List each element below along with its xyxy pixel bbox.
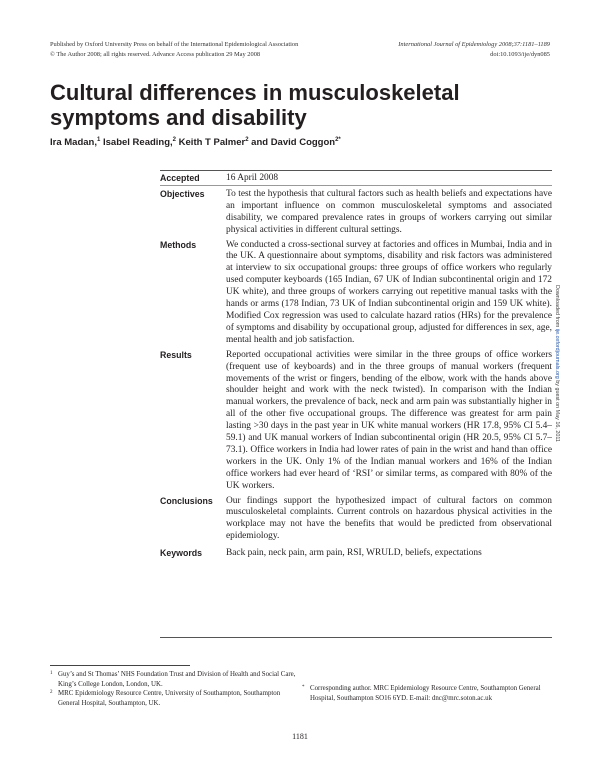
section-text: We conducted a cross-sectional survey at factories and offices in Mumbai, India and in the UK. A questionnaire about symptoms, disability and risk factors was administered at interview to six occupational groups: three groups of office workers who regularly used computer keyboards (165 Indian, 67 UK of Indian subcontinental origin and 172 UK white), and three groups of workers carrying out repetitive manual tasks with the hands or arms (178 Indian, 73 UK of Indian subcontinental origin and 159 UK white). Modified Cox regression was used to calculate hazard ratios (HRs) for the prevalence of symptoms and disability by occupational group, adjusted for differences in sex, age, mental health and job satisfaction. bbox=[226, 239, 552, 345]
journal-citation: International Journal of Epidemiology 2008;37:1181–1189 bbox=[398, 41, 550, 48]
abstract-row-methods bbox=[160, 237, 552, 347]
header-journal bbox=[310, 40, 550, 59]
footnote-number: 2 bbox=[50, 690, 53, 696]
watermark-link[interactable]: ije.oxfordjournals.org bbox=[554, 328, 560, 379]
author-name: and David Coggon bbox=[251, 137, 336, 149]
section-text: 16 April 2008 bbox=[226, 173, 279, 183]
footnote-item bbox=[302, 684, 552, 703]
page-number: 1181 bbox=[292, 732, 308, 741]
section-label: Keywords bbox=[160, 548, 203, 559]
abstract-row-results bbox=[160, 347, 552, 493]
publisher-line: Published by Oxford University Press on behalf of the International Epidemiological Association bbox=[50, 41, 299, 48]
section-text: Our findings support the hypothesized impact of cultural factors on common musculoskeletal complaints. Current controls on hazardous physical activities in the workplace may not have the benefits that would be predicted from observational epidemiology. bbox=[226, 495, 552, 542]
abstract-row-conclusions bbox=[160, 493, 552, 546]
author-affiliation: 2* bbox=[335, 137, 341, 143]
section-text: To test the hypothesis that cultural factors such as health beliefs and expectations have an important influence on common musculoskeletal symptoms and associated disability, we compared prevalence rates in groups of workers carrying out similar physical activities in different cultural settings. bbox=[226, 188, 552, 235]
abstract-row-objectives bbox=[160, 186, 552, 237]
author-list bbox=[50, 137, 550, 148]
abstract-row-accepted bbox=[160, 171, 552, 185]
author-affiliation: 1 bbox=[97, 137, 101, 143]
author-affiliation: 2 bbox=[172, 137, 177, 143]
footnote-item bbox=[50, 689, 302, 708]
footnote-number: * bbox=[302, 685, 305, 690]
doi-line: doi:10.1093/ije/dyn085 bbox=[490, 50, 550, 58]
section-label: Accepted bbox=[160, 173, 200, 183]
section-label: Results bbox=[160, 349, 192, 360]
section-label: Conclusions bbox=[160, 495, 213, 506]
footnote-number: 1 bbox=[50, 671, 53, 676]
section-text: Reported occupational activities were similar in the three groups of office workers (frequent use of keyboards) and in the three groups of manual workers (frequent movements of the wrist or fingers, bending of the elbow, work with the hands above shoulder height and work with the neck twisted). In comparison with the Indian manual workers, the prevalence of back, neck and arm pain was substantially higher in all of the other five occupational groups. The difference was greatest for arm pain lasting >30 days in the past year in UK white manual workers (HR 17.8, 95% CI 5.4–59.1) and UK manual workers of Indian subcontinental origin (HR 20.5, 95% CI 5.7–73.1). Office workers in India had lower rates of pain in the wrist and hand than office workers in the UK. Only 1% of the Indian manual workers and 16% of the Indian office workers had ever heard of ‘RSI’ or similar terms, as compared with 80% of the UK workers. bbox=[226, 349, 552, 491]
watermark-prefix: Downloaded from bbox=[554, 285, 560, 329]
footnote-text: Corresponding author. MRC Epidemiology Resource Centre, Southampton General Hospital, Southampton SO16 6YD. E-mail: dnc@mrc.soton.ac.uk bbox=[310, 685, 541, 702]
copyright-line: © The Author 2008; all rights reserved. Advance Access publication 29 May 2008 bbox=[50, 50, 261, 58]
structured-abstract bbox=[160, 170, 552, 560]
section-label: Methods bbox=[160, 239, 197, 250]
abstract-bottom-rule bbox=[160, 637, 552, 638]
footnotes-affiliations bbox=[50, 670, 302, 709]
footnote-rule bbox=[50, 665, 190, 666]
footnote-corresponding bbox=[302, 684, 552, 703]
footnote-item bbox=[50, 670, 302, 689]
watermark-suffix: by guest on May 16, 2011 bbox=[554, 378, 560, 442]
abstract-row-keywords bbox=[160, 545, 552, 560]
article-title: Cultural differences in musculoskeletal symptoms and disability bbox=[50, 80, 460, 130]
author-name: Keith T Palmer bbox=[178, 137, 246, 149]
download-watermark bbox=[554, 285, 560, 485]
author-affiliation: 2 bbox=[245, 137, 249, 143]
footnote-text: Guy’s and St Thomas’ NHS Foundation Trust and Division of Health and Social Care, King’s College London, London, UK. bbox=[58, 671, 296, 688]
author-name: Isabel Reading, bbox=[102, 137, 173, 149]
section-text: Back pain, neck pain, arm pain, RSI, WRULD, beliefs, expectations bbox=[226, 548, 482, 559]
author-name: Ira Madan, bbox=[50, 137, 97, 149]
footnote-text: MRC Epidemiology Resource Centre, University of Southampton, Southampton General Hospital, Southampton, UK. bbox=[58, 690, 281, 708]
section-label: Objectives bbox=[160, 188, 205, 199]
